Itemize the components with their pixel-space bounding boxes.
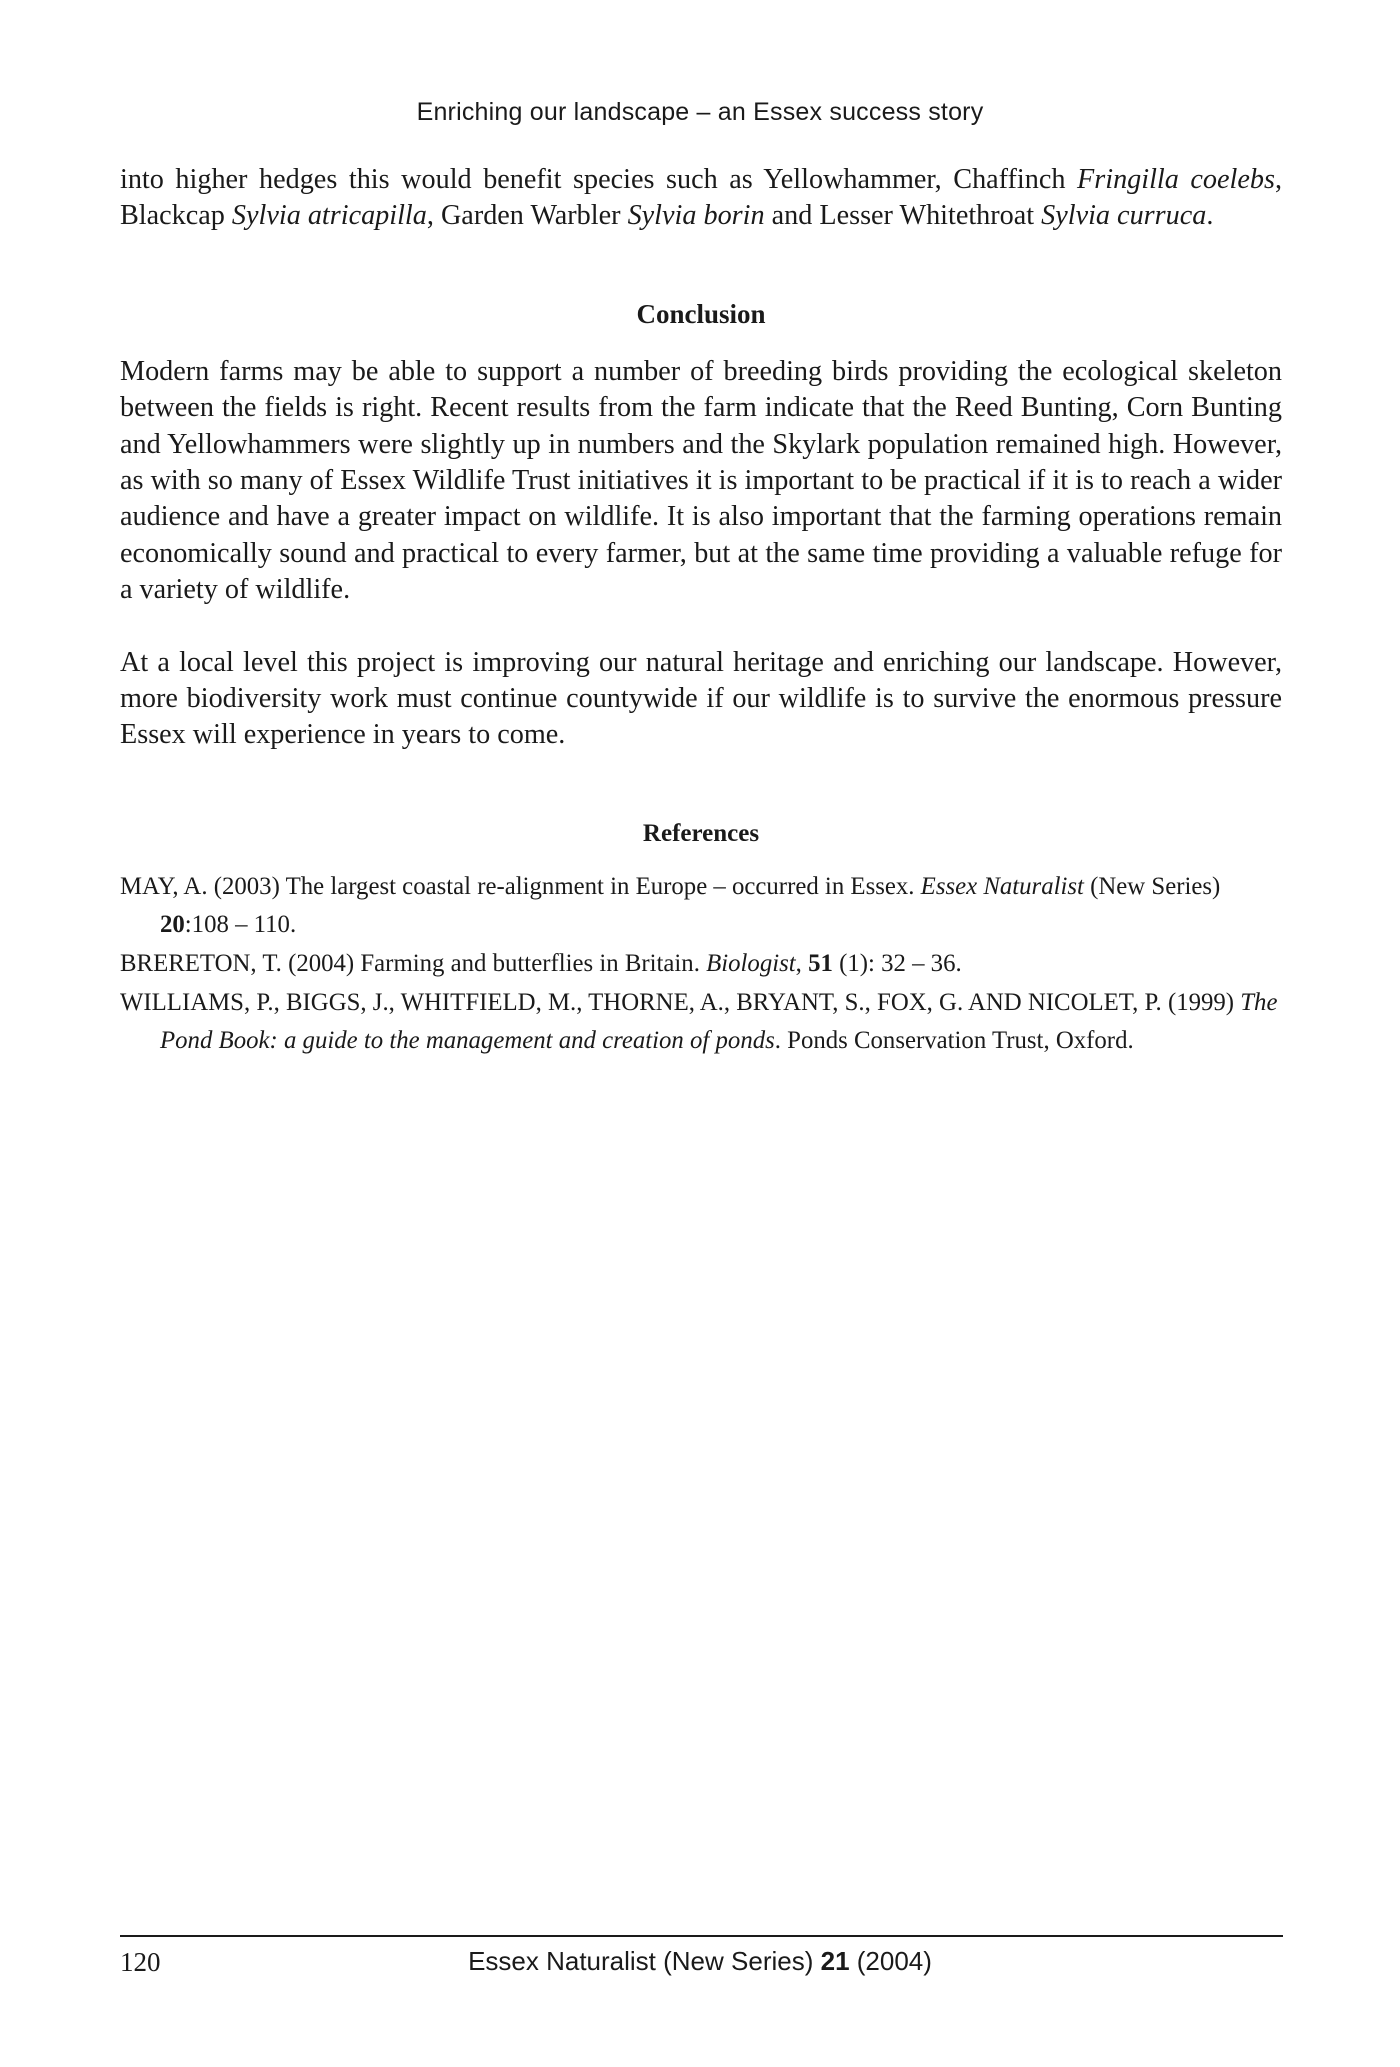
- reference-list: [120, 868, 1282, 1061]
- footer-divider: [120, 1935, 1283, 1937]
- intro-text-4: and Lesser Whitethroat: [764, 200, 1042, 232]
- ref-publisher: . Ponds Conservation Trust, Oxford.: [774, 1027, 1134, 1055]
- species-name-atricapilla: Sylvia atricapilla: [231, 200, 427, 232]
- reference-item-may: [120, 868, 1282, 945]
- ref-text: ,: [795, 950, 809, 978]
- intro-text-3: , Garden Warbler: [426, 200, 628, 232]
- intro-text-2: , Blackcap: [120, 164, 1282, 232]
- ref-text: WILLIAMS, P., BIGGS, J., WHITFIELD, M., THORNE, A., BRYANT, S., FOX, G. AND NICOLET, P. (1999): [120, 988, 1241, 1016]
- ref-journal: Biologist: [706, 950, 796, 978]
- conclusion-paragraph-1: Modern farms may be able to support a number of breeding birds providing the ecological skeleton between the fields is right. Recent results from the farm indicate that the Reed Bunting, Corn Bunting and Yellowhammers were slightly up in numbers and the Skylark population remained high. However, as with so many of Essex Wildlife Trust initiatives it is important to be practical if it is to reach a wider audience and have a greater impact on wildlife. It is also important that the farming operations remain economically sound and practical to every farmer, but at the same time providing a valuable refuge for a variety of wildlife.: [120, 355, 1282, 606]
- conclusion-paragraph-2: At a local level this project is improving our natural heritage and enriching our landscape. However, more biodiversity work must continue countywide if our wildlife is to survive the enormous pressure Essex will experience in years to come.: [120, 646, 1282, 751]
- journal-citation-footer: [0, 1946, 1400, 1977]
- ref-text: (New Series): [1083, 872, 1221, 900]
- journal-name: Essex Naturalist (New Series): [468, 1946, 821, 1976]
- ref-text: BRERETON, T. (2004) Farming and butterflies in Britain.: [120, 950, 707, 978]
- species-name-fringilla: Fringilla coelebs: [1077, 164, 1275, 195]
- journal-year: (2004): [849, 1946, 932, 1976]
- ref-text: MAY, A. (2003) The largest coastal re-alignment in Europe – occurred in Essex.: [120, 872, 921, 900]
- ref-journal: Essex Naturalist: [920, 872, 1084, 900]
- ref-volume: 20: [160, 911, 185, 939]
- journal-volume: 21: [820, 1946, 850, 1976]
- reference-item-brereton: [120, 945, 1282, 984]
- intro-text-1: into higher hedges this would benefit species such as Yellowhammer, Chaffinch: [120, 164, 1078, 195]
- running-title: Enriching our landscape – an Essex success story: [416, 98, 984, 126]
- ref-pages: :108 – 110.: [184, 911, 297, 939]
- page-number: 120: [120, 1947, 161, 1977]
- intro-text-5: .: [1206, 200, 1214, 232]
- reference-item-williams: [120, 984, 1282, 1061]
- intro-paragraph: [120, 162, 1282, 235]
- conclusion-heading: Conclusion: [636, 298, 766, 329]
- ref-volume: 51: [808, 950, 833, 978]
- species-name-borin: Sylvia borin: [627, 200, 765, 232]
- ref-book-title: The Pond Book: a guide to the management and creation of ponds: [160, 988, 1278, 1055]
- species-name-curruca: Sylvia curruca: [1041, 200, 1207, 232]
- page-body: [120, 162, 1282, 1061]
- ref-pages: (1): 32 – 36.: [832, 950, 962, 978]
- paragraph-gap: [120, 609, 1282, 645]
- references-heading: References: [642, 819, 760, 847]
